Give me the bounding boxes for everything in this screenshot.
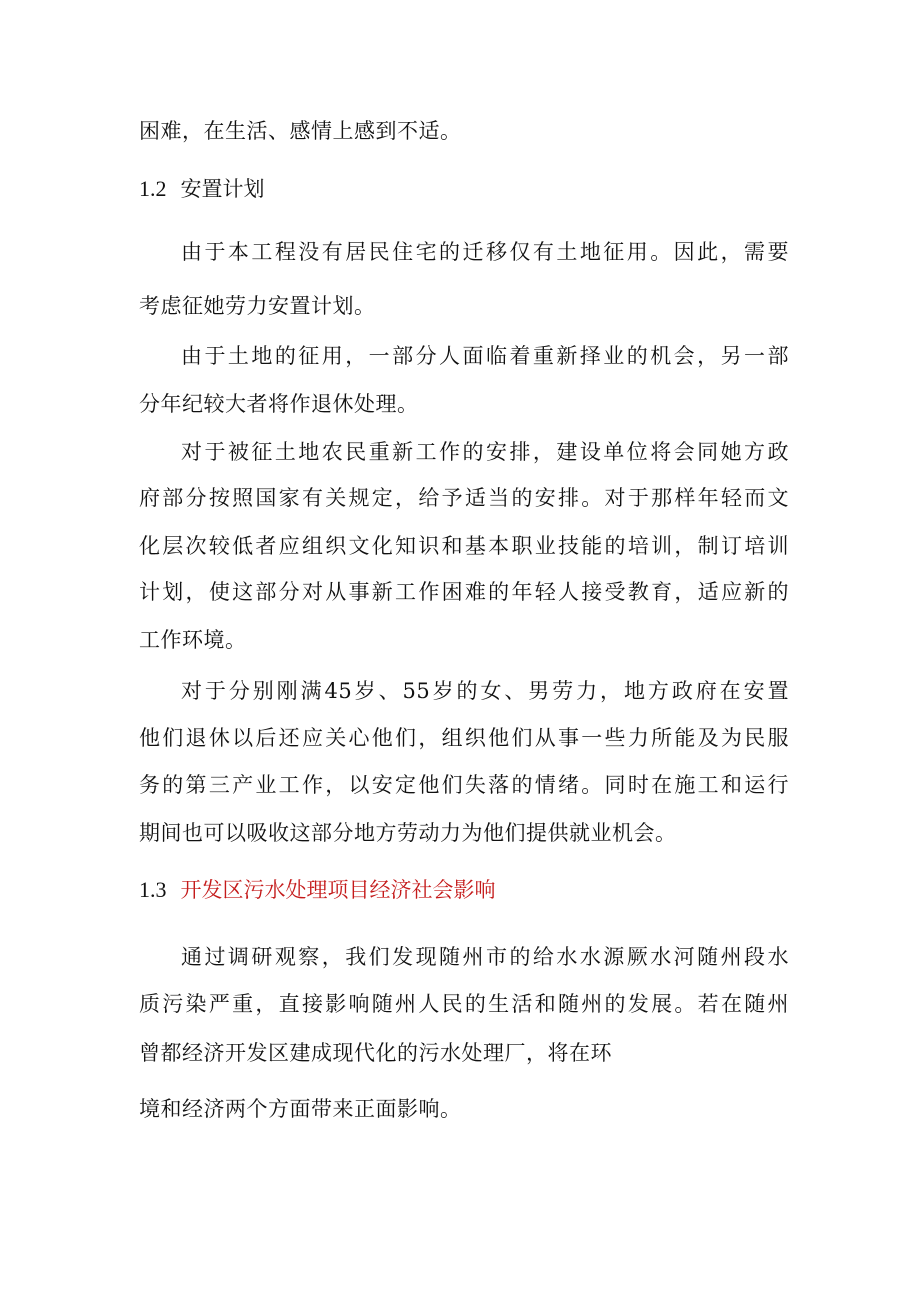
paragraph-line: 府部分按照国家有关规定，给予适当的安排。对于那样年轻而文 xyxy=(139,486,789,510)
paragraph-line: 对于被征土地农民重新工作的安排，建设单位将会同她方政 xyxy=(181,440,789,464)
section-heading-1-2 xyxy=(139,174,265,204)
paragraph-line: 工作环境。 xyxy=(139,628,247,652)
paragraph-line: 考虑征她劳力安置计划。 xyxy=(139,294,376,318)
paragraph-line: 对于分别刚满45岁、55岁的女、男劳力，地方政府在安置 xyxy=(181,679,789,703)
paragraph-line: 他们退休以后还应关心他们，组织他们从事一些力所能及为民服 xyxy=(139,726,789,750)
paragraph-line: 务的第三产业工作，以安定他们失落的情绪。同时在施工和运行 xyxy=(139,773,789,797)
paragraph-line: 通过调研观察，我们发现随州市的给水水源厥水河随州段水 xyxy=(181,945,789,969)
paragraph-line: 困难，在生活、感情上感到不适。 xyxy=(139,119,462,143)
section-title: 开发区污水处理项目经济社会影响 xyxy=(180,878,496,902)
section-number: 1.2 xyxy=(139,176,167,201)
paragraph-line: 分年纪较大者将作退休处理。 xyxy=(139,392,419,416)
paragraph-line: 由于土地的征用，一部分人面临着重新择业的机会，另一部 xyxy=(181,344,789,368)
section-number: 1.3 xyxy=(139,877,167,902)
paragraph-line: 化层次较低者应组织文化知识和基本职业技能的培训，制订培训 xyxy=(139,534,789,558)
paragraph-line: 质污染严重，直接影响随州人民的生活和随州的发展。若在随州 xyxy=(139,992,789,1016)
section-title: 安置计划 xyxy=(180,177,265,201)
paragraph-line: 计划，使这部分对从事新工作困难的年轻人接受教育，适应新的 xyxy=(139,580,789,604)
paragraph-line: 曾都经济开发区建成现代化的污水处理厂，将在环 xyxy=(139,1041,612,1065)
section-heading-1-3 xyxy=(139,875,496,905)
paragraph-line: 境和经济两个方面带来正面影响。 xyxy=(139,1097,462,1121)
paragraph-line: 期间也可以吸收这部分地方劳动力为他们提供就业机会。 xyxy=(139,821,677,845)
paragraph-line: 由于本工程没有居民住宅的迁移仅有土地征用。因此，需要 xyxy=(181,240,789,264)
